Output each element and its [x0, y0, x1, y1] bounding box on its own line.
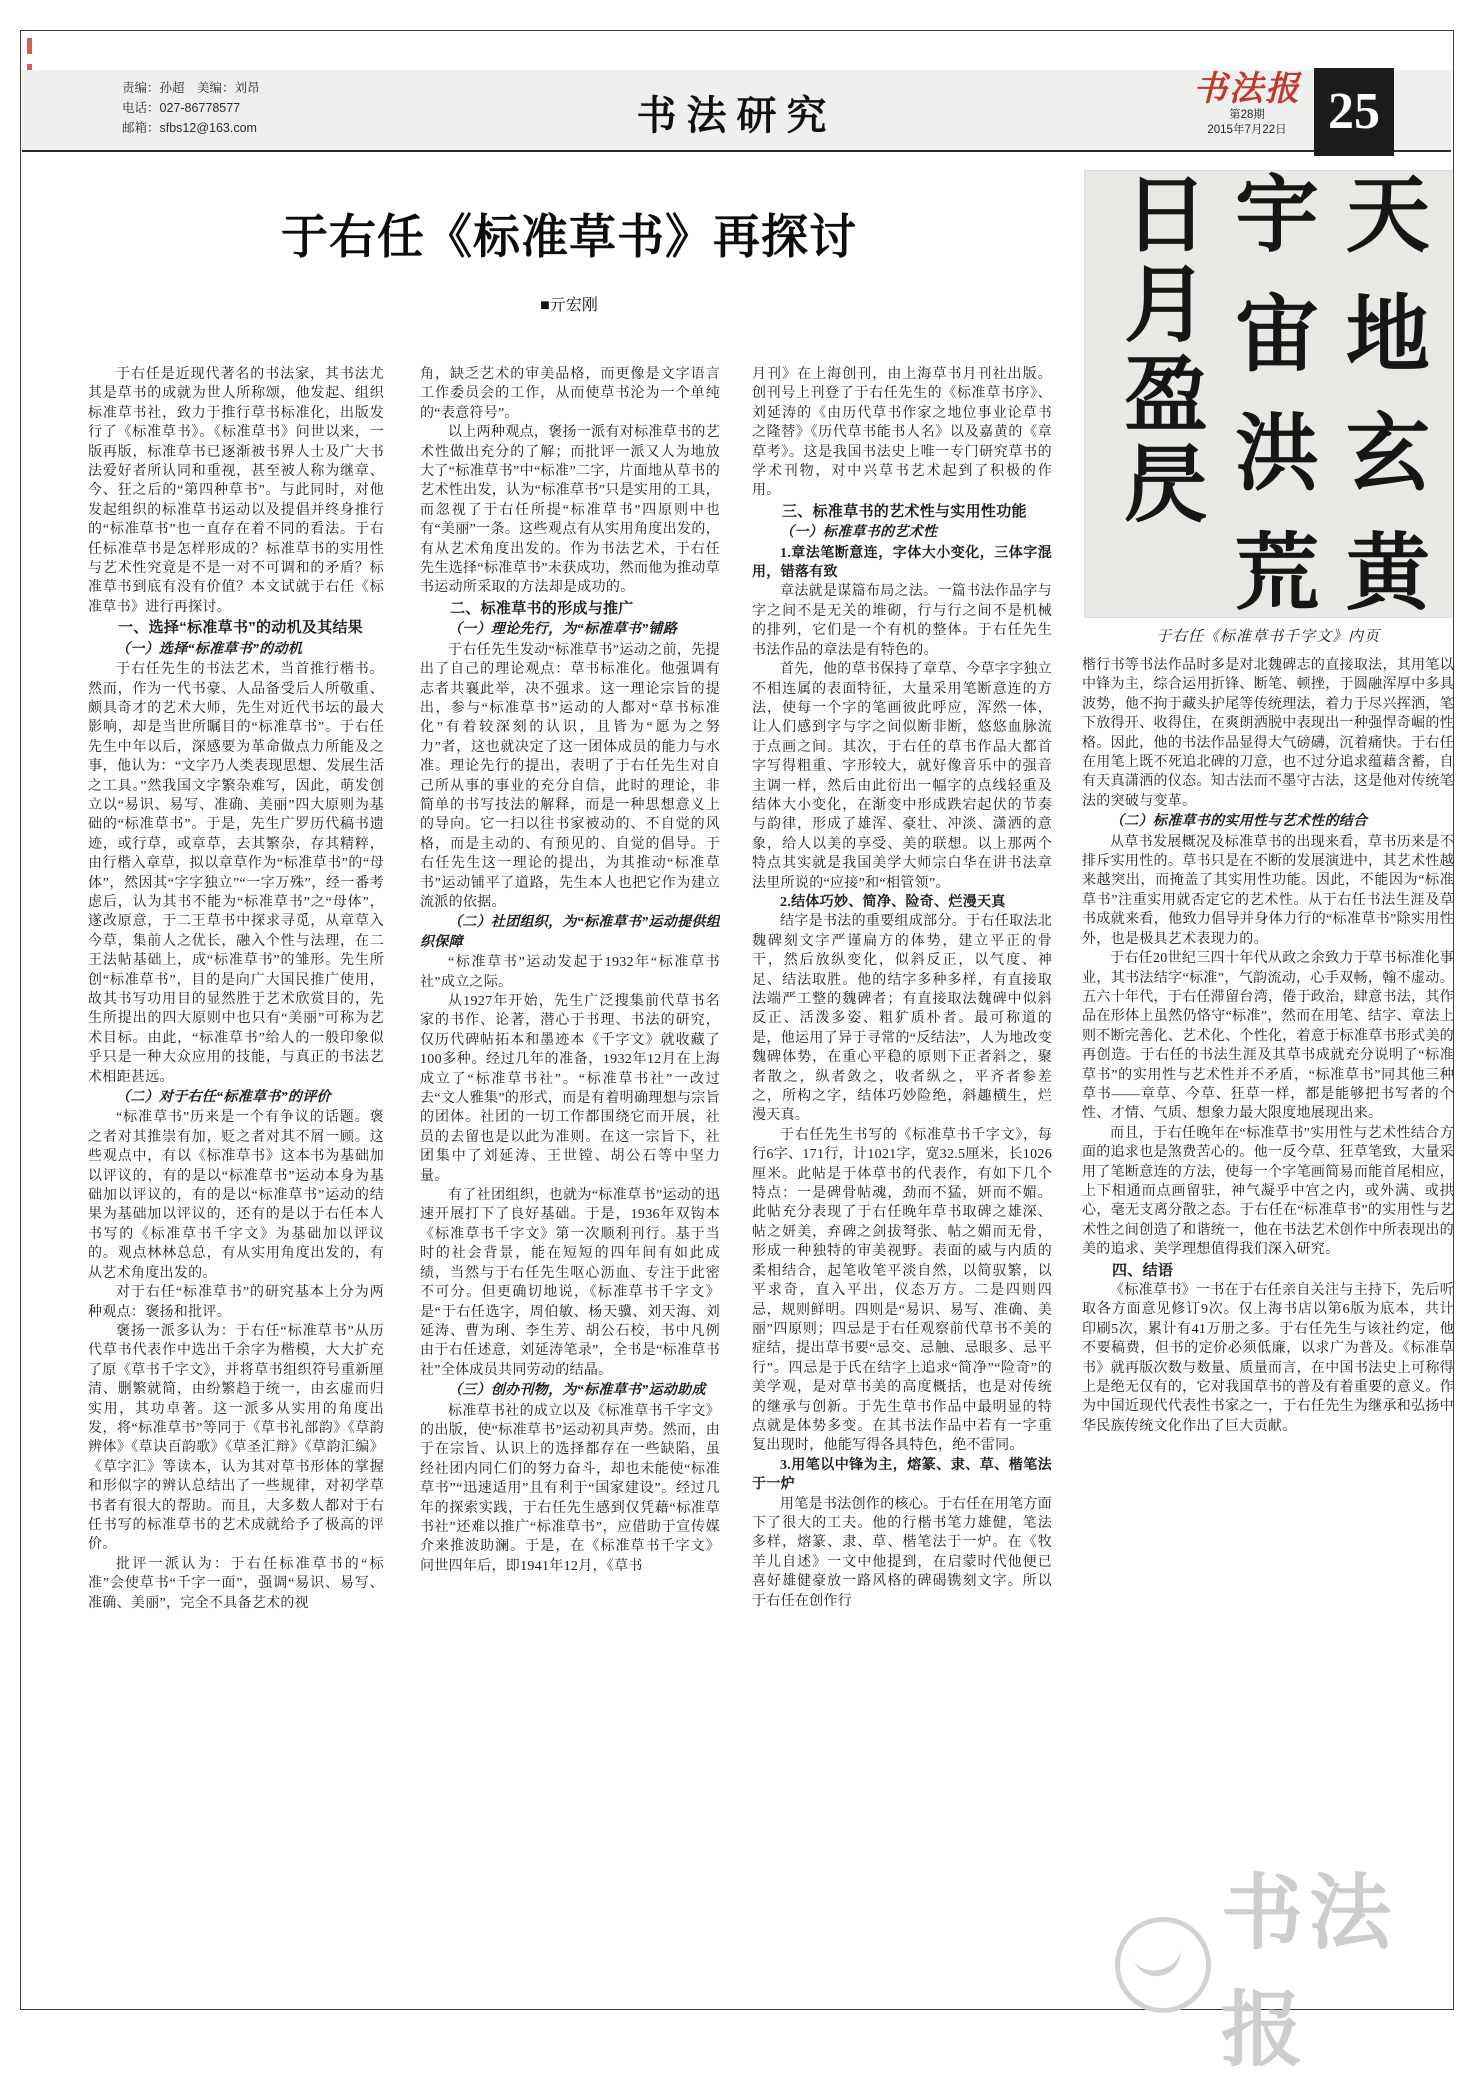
article-paragraph: 于右任先生发动“标准草书”运动之前，先提出了自己的理论观点：草书标准化。他强调有志者共襄此举，决不强求。这一理论宗旨的提出，参与“标准草书”运动的人都对“草书标准化”有着较深刻的认识，且皆为“愿为之努力”者，这也就决定了这一团体成员的能力与水准。理论先行的提出，表明了于右任先生对自己所从事的事业的充分自信，此时的理论，非简单的书写技法的解释，而是一种思想意义上的导向。它一扫以往书家被动的、不自觉的风格，而是主动的、有预见的、自觉的倡导。于右任先生这一理论的提出，为其推动“标准草书”运动铺平了道路，先生本人也把它作为建立流派的依据。: [420, 642, 720, 910]
section-title: 书法研究: [636, 93, 837, 138]
article-paragraph: 《标准草书》一书在于右任亲自关注与主持下，先后听取各方面意见修订9次。仅上海书店以第6版为底本，共计印刷5次，累计有41万册之多。于右任先生与该社约定，他不要稿费，但书的定价必须低廉，以求广为普及。《标准草书》就再版次数与数量、质量而言，在中国书法史上可称得上是绝无仅有的，它对我国草书的普及有着重要的意义。作为中国近现代代表性书家之一，于右任先生为继承和弘扬中华民族传统文化作出了巨大贡献。: [1082, 1283, 1454, 1434]
article-heading: 二、标准草书的形成与推广: [450, 599, 634, 617]
newspaper-brand: [1162, 72, 1332, 138]
issue-number: 第28期: [1229, 109, 1265, 121]
article-heading: 3.用笔以中锋为主，熔篆、隶、草、楷笔法于一炉: [752, 1457, 1052, 1493]
article-paragraph: 从1927年开始，先生广泛搜集前代草书名家的书作、论著，潜心于书理、书法的研究，仅历代碑帖拓本和墨迹本《千字文》就收藏了100多种。经过几年的准备，1932年12月在上海成立了“标准草书社”。“标准草书社”一改过去“文人雅集”的形式，而是有着明确理想与宗旨的团体。社团的一切工作都围绕它而开展，社员的去留也是以此为准则。在这一宗旨下，社团集中了刘延涛、王世镗、胡公石等中坚力量。: [420, 994, 720, 1184]
watermark-text: 书法报: [1221, 1868, 1398, 2076]
article-paragraph: 于右任20世纪三四十年代从政之余致力于草书标准化事业，其书法结字“标准”，气韵流动，心手双畅，翰不虚动。五六十年代，于右任滞留台湾，倦于政治，肆意书法，其作品在形体上虽然仍恪守“标准”，然而在用笔、结字、章法上则不断完善化、艺术化、个性化，着意于标准草书形式美的再创造。于右任的书法生涯及其草书成就充分说明了“标准草书”的实用性与艺术性并不矛盾，“标准草书”同其他三种草书——章草、今草、狂草一样，都是能够把书写者的个性、才情、气质、想象力最大限度地展现出来。: [1082, 951, 1454, 1122]
article-heading: （一）标准草书的艺术性: [780, 525, 938, 541]
article-paragraph: 有了社团组织，也就为“标准草书”运动的迅速开展打下了良好基础。于是，1936年双钩本《标准草书千字文》第一次顺利刊行。基于当时的社会背景，能在短短的四年间有如此成绩，当然与于右任先生呕心沥血、专注于此密不可分。但更确切地说，《标准草书千字文》是“于右任选字，周伯敏、杨天骥、刘天海、刘延涛、曹为琍、李生芳、胡公石校，书中凡例由于右任述意，刘延涛笔录”，全书是“标准草书社”全体成员共同劳动的结晶。: [420, 1188, 720, 1378]
text-column-2: [420, 365, 720, 1965]
article-heading: （二）社团组织，为“标准草书”运动提供组织保障: [420, 915, 720, 950]
article-paragraph: 而且，于右任晚年在“标准草书”实用性与艺术性结合方面的追求也是煞费苦心的。他一反今草、狂草笔致，大量采用了笔断意连的方法，使每一个字笔画简易而能首尾相应，上下相通而点画留驻，神气凝乎中宫之内，或外满、或拱心，毫无支离分散之态。于右任在“标准草书”的实用性与艺术性之间创造了和谐统一，他在书法艺术创作中所表现出的美的追求、美学理想值得我们深入研究。: [1082, 1125, 1454, 1258]
text-column-4-body: [1082, 656, 1454, 1436]
article-paragraph: 于右任是近现代著名的书法家，其书法尤其是草书的成就为世人所称颂，他发起、组织标准草书社，致力于推行草书标准化，出版发行了《标准草书》。《标准草书》问世以来，一版再版，标准草书已逐渐被书界人士及广大书法爱好者所认同和重视，甚至被人称为继章、今、狂之后的“第四种草书”。与此同时，对他发起组织的标准草书运动以及提倡并终身推行的“标准草书”也一直存在着不同的看法。于右任标准草书是怎样形成的？标准草书的实用性与艺术性究竟是不是一对不可调和的矛盾？标准草书到底有没有价值？本文试就于右任《标准草书》进行再探讨。: [88, 367, 384, 615]
article-heading: 1.章法笔断意连，字体大小变化，三体字混用，错落有致: [752, 545, 1052, 581]
article-paragraph: 以上两种观点，褒扬一派有对标准草书的艺术性做出充分的了解；而批评一派又人为地放大了“标准草书”中“标准”二字，片面地从草书的艺术性出发，认为“标准草书”只是实用的工具，而忽视了于右任所提“标准草书”四原则中也有“美丽”一条。这些观点有从实用角度出发的，有从艺术角度出发的。作为书法艺术，于右任先生选择“标准草书”未获成功，然而他为推动草书运动所采取的方法却是成功的。: [420, 425, 720, 596]
text-column-1: [88, 365, 384, 1965]
article-paragraph: 结字是书法的重要组成部分。于右任取法北魏碑刻文字严谨扁方的体势，建立平正的骨干，然后放纵变化，似斜反正，以气度、神足、结法取胜。他的结字多种多样，有直接取法端严工整的魏碑者；有直接取法魏碑中似斜反正、活泼多姿、粗犷质朴者。最可称道的是，他运用了异于寻常的“反结法”，人为地改变魏碑体势，在重心平稳的原则下正者斜之，聚者散之，纵者敛之，收者纵之，平齐者参差之，所构之字，结体巧妙险绝，斜趣横生，烂漫天真。: [752, 914, 1052, 1124]
issue-date: 2015年7月22日: [1207, 124, 1287, 136]
article-paragraph: 褒扬一派多认为：于右任“标准草书”从历代草书代表作中选出千余字为楷模，大大扩充了原《草书千字文》，并将草书组织符号重新厘清、删繁就简，由纷繁趋于统一，由玄虚而归实用，其功卓著。这一派多从实用的角度出发，将“标准草书”等同于《草书礼部韵》《草韵辨体》《草诀百韵歌》《草圣汇辩》《草韵汇编》《草字汇》等读本，认为其对草书形体的掌握和形似字的辨认总结出了一些规律，对初学草书者有很大的帮助。而且，大多数人都对于右任书写的标准草书的艺术成就给予了极高的评价。: [88, 1323, 384, 1553]
article-paragraph: 标准草书社的成立以及《标准草书千字文》的出版，使“标准草书”运动初具声势。然而，由于在宗旨、认识上的选择都存在一些缺陷，虽经社团内同仁们的努力奋斗，却也未能使“标准草书”“迅速适用”且有利于“国家建设”。经过几年的探索实践，于右任先生感到仅凭藉“标准草书社”还难以推广“标准草书”，应借助于宣传媒介来推波助澜。于是，在《标准草书千字文》问世四年后，即1941年12月，《草书: [420, 1403, 720, 1574]
page-number-badge: 25: [1314, 68, 1394, 156]
text-column-4: [1082, 170, 1454, 1870]
article-heading: 三、标准草书的艺术性与实用性功能: [782, 502, 1027, 520]
article-author: ■亓宏刚: [540, 297, 598, 314]
article-paragraph: “标准草书”历来是一个有争议的话题。褒之者对其推崇有加，贬之者对其不屑一顾。这些观点中，有以《标准草书》这本书为基础加以评议的，有的是以“标准草书”运动本身为基础加以评议的，有的是以“标准草书”运动的结果为基础加以评议的，还有的是以于右任本人书写的《标准草书千字文》为基础加以评议的。观点林林总总，有从实用角度出发的，有从艺术角度出发的。: [88, 1110, 384, 1281]
article-heading: （二）对于右任“标准草书”的评价: [116, 1090, 331, 1106]
article-paragraph: 首先，他的草书保持了章草、今草字字独立不相连属的表面特征，大量采用笔断意连的方法，使每一个字的笔画彼此呼应，浑然一体，让人们感到字与字之间似断非断，悠悠血脉流于点画之间。其次，于右任的草书作品大都首字写得粗重、字形较大，就好像音乐中的强音主调一样，然后由此衍出一幅字的点线轻重及结体大小变化，在渐变中形成跌宕起伏的节奏与韵律，形成了雄浑、豪壮、冲淡、潇洒的意象，给人以美的享受、美的联想。以上那两个特点其实就是我国美学大师宗白华在讲书法章法里所说的“应接”和“相管领”。: [752, 662, 1052, 891]
email-line: 邮箱：sfbs12@163.com: [122, 121, 257, 135]
article-paragraph: 于右任先生的书法艺术，当首推行楷书。然而，作为一代书豪、人品备受后人所敬重、颇具奇才的艺术大师，先生对近代书坛的最大影响，却是当世所瞩目的“标准草书”。于右任先生中年以后，深感要为革命做点力所能及之事，他认为：“文字乃人类表现思想、发展生活之工具。”然我国文字繁杂难写，因此，萌发创立以“易识、易写、准确、美丽”四大原则为基础的“标准草书”。于是，先生广罗历代稿书遗迹，或行草，或章草，去其繁杂，存其精粹，由行楷入章草，拟以章草作为“标准草书”的“母体”，然因其“字字独立”“一字万殊”，经一番考虑后，认为其书不能为“标准草书”之“母体”，遂改原意，于二王草书中探求寻觅，从章草入今草，集前人之优长，融入个性与法理，在二王法帖基础上，成“标准草书”的雏形。先生所创“标准草书”，目的是向广大国民推广使用，故其书写功用目的显然胜于艺术欣赏目的，先生所提出的四大原则中也只有“美丽”可称为艺术目标。由此，“标准草书”给人的一般印象似乎只是一种大众应用的技能，与真正的书法艺术相距甚远。: [88, 662, 384, 1085]
article-heading: （一）理论先行，为“标准草书”铺路: [448, 622, 678, 638]
article-paragraph: 从草书发展概况及标准草书的出现来看，草书历来是不排斥实用性的。草书只是在不断的发展演进中，其艺术性越来越突出，而掩盖了其实用性功能。因此，不能因为“标准草书”注重实用就否定它的艺术性。从于右任书法生涯及草书成就来看，他致力倡导并身体力行的“标准草书”除实用性外，也是极具艺术表现力的。: [1082, 834, 1454, 947]
masthead: [22, 70, 1451, 152]
article-heading: 四、结语: [1112, 1261, 1174, 1279]
watermark-bird-logo-icon: [1115, 1917, 1211, 2013]
article-paragraph: 章法就是谋篇布局之法。一篇书法作品字与字之间不是无关的堆砌，行与行之间不是机械的排列，它们是一个有机的整体。于右任先生书法作品的章法是有特色的。: [752, 584, 1052, 658]
article-paragraph: “标准草书”运动发起于1932年“标准草书社”成立之际。: [420, 955, 720, 990]
article-heading: 2.结体巧妙、简净、险奇、烂漫天真: [780, 894, 1006, 910]
article-paragraph: 于右任先生书写的《标准草书千字文》，每行6字、171行，计1021字，宽32.5厘米，长1026厘米。此帖是于体草书的代表作，有如下几个特点：一是碑骨帖魂，劲而不猛，妍而不媚。此帖充分表现了于右任晚年草书取碑之雄深、帖之妍美，弃碑之剑拔弩张、帖之媚而无骨，形成一种独特的审美视野。表面的威与内质的柔相结合，起笔收笔平淡自然，以简驭繁，以平求奇，直入平出，仪态万方。二是四则四忌，规则鲜明。四则是“易识、易写、准确、美丽”四原则；四忌是于右任观察前代草书不美的症结，提出草书要“忌交、忌触、忌眼多、忌平行”。四忌是于氏在结字上追求“简净”“险奇”的美学观，是对草书美的高度概括，也是对传统的继承与创新。于先生草书作品中最明显的特点就是体势多变。在其书法作品中若有一字重复出现时，他能写得各具特色，绝不雷同。: [752, 1127, 1052, 1454]
article-heading: 一、选择“标准草书”的动机及其结果: [118, 619, 364, 637]
article-paragraph: 月刊》在上海创刊，由上海草书月刊社出版。创刊号上刊登了于右任先生的《标准草书序》、刘延涛的《由历代草书作家之地位事业论草书之隆替》《历代草书能书人名》以及嘉黄的《章草考》。这是我国书法史上唯一专门研究草书的学术刊物，对中兴草书艺术起到了积极的作用。: [752, 367, 1052, 499]
phone-line: 电话：027-86778577: [122, 101, 241, 115]
article-heading: （一）选择“标准草书”的动机: [116, 641, 303, 657]
article-heading: （二）标准草书的实用性与艺术性的结合: [1110, 814, 1368, 830]
newspaper-logo: 书法报: [1193, 71, 1301, 108]
article-paragraph: 角，缺乏艺术的审美品格，而更像是文字语言工作委员会的工作，从而使草书沦为一个单纯的“表意符号”。: [420, 367, 720, 421]
text-column-3: [752, 365, 1052, 1965]
article-paragraph: 对于右任“标准草书”的研究基本上分为两种观点：褒扬和批评。: [88, 1285, 384, 1320]
article-title: 于右任《标准草书》再探讨: [281, 210, 857, 263]
calligraphy-characters: 天地玄黄宇宙洪荒日月盈昃: [1111, 170, 1427, 618]
paper-watermark: [1115, 1848, 1471, 2082]
calligraphy-artwork-image: [1084, 170, 1452, 618]
article-paragraph: 楷行书等书法作品时多是对北魏碑志的直接取法，其用笔以中锋为主，综合运用折锋、断笔、顿挫，于圆融浑厚中多具波势，他不拘于藏头护尾等传统理法，着力于尽兴挥洒，笔下放得开、收得住，在爽朗洒脱中表现出一种强悍奇崛的性格。因此，他的书法作品显得大气磅礴，沉着痛快。于右任在用笔上既不死追北碑的刀意，也不过分追求蕴藉含蓄，自有天真潇洒的仪态。知古法而不墨守古法，这是他对传统笔法的突破与变革。: [1082, 658, 1454, 809]
article-heading: （三）创办刊物，为“标准草书”运动助成: [448, 1383, 706, 1399]
article-paragraph: 用笔是书法创作的核心。于右任在用笔方面下了很大的工夫。他的行楷书笔力雄健，笔法多样，熔篆、隶、草、楷笔法于一炉。在《牧羊儿自述》一文中他提到，在启蒙时代他便已喜好雄健豪放一路风格的碑碣镌刻文字。所以于右任在创作行: [752, 1496, 1052, 1609]
artwork-caption: 于右任《标准草书千字文》内页: [1155, 629, 1380, 645]
article-paragraph: 批评一派认为：于右任标准草书的“标准”会使草书“千字一面”，强调“易识、易写、准确、美丽”，完全不具备艺术的视: [88, 1556, 384, 1611]
editor-line: 责编：孙超 美编：刘昂: [122, 81, 260, 95]
